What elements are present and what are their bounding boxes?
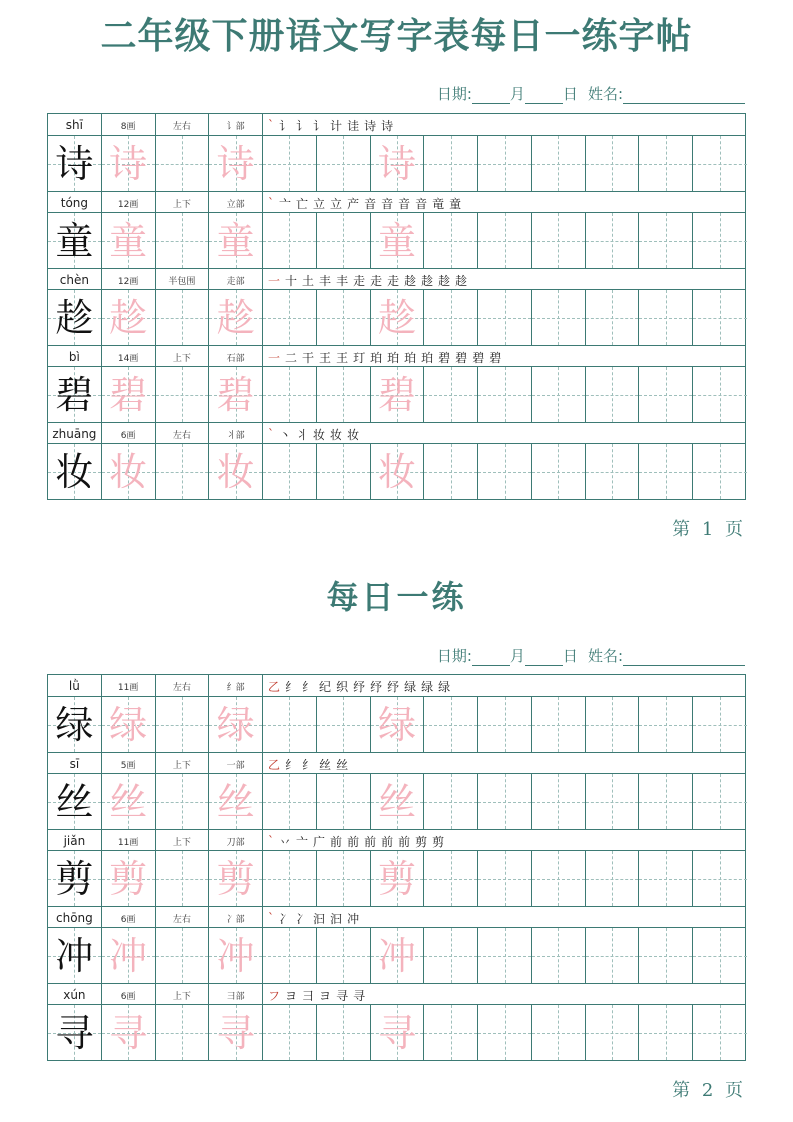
practice-box[interactable] <box>102 928 156 983</box>
practice-box[interactable] <box>263 1005 317 1060</box>
day-blank[interactable] <box>525 87 563 104</box>
trace-character: 寻 <box>216 1010 255 1055</box>
model-character: 绿 <box>55 702 94 747</box>
radical-label: 彐部 <box>209 984 263 1006</box>
practice-box[interactable] <box>371 213 425 268</box>
practice-box[interactable] <box>478 213 532 268</box>
radical-label: 石部 <box>209 346 263 368</box>
model-char-box <box>48 367 102 422</box>
month-blank[interactable] <box>472 649 510 666</box>
radical-label: 冫部 <box>209 907 263 929</box>
structure-label: 左右 <box>156 907 210 929</box>
trace-character: 绿 <box>216 702 255 747</box>
model-character: 碧 <box>55 372 94 417</box>
radical-label: 丬部 <box>209 423 263 445</box>
stroke-order-sequence: 一 十 土 丰 丰 走 走 走 趁 趁 趁 趁 <box>268 273 473 288</box>
model-char-box <box>48 213 102 268</box>
practice-box[interactable] <box>156 1005 210 1060</box>
practice-box[interactable] <box>424 851 478 906</box>
practice-box[interactable] <box>317 136 371 191</box>
practice-box[interactable] <box>586 367 640 422</box>
practice-box[interactable] <box>263 774 317 829</box>
pinyin-label: shī <box>48 114 102 136</box>
stroke-order-sequence: 乙 纟 纟 纪 织 纾 纾 纾 绿 绿 绿 <box>268 679 456 694</box>
char-info-bar <box>48 114 745 136</box>
practice-box[interactable] <box>532 928 586 983</box>
structure-label: 上下 <box>156 984 210 1006</box>
stroke-order-sequence: ` 丷 亠 广 前 前 前 前 前 剪 剪 <box>268 834 450 849</box>
practice-box[interactable] <box>532 444 586 499</box>
day-label: 日 <box>562 647 578 665</box>
model-char-box <box>48 928 102 983</box>
char-info-bar <box>48 191 745 213</box>
pinyin-label: chèn <box>48 269 102 291</box>
practice-box[interactable] <box>532 367 586 422</box>
trace-character: 诗 <box>216 141 255 186</box>
practice-box[interactable] <box>532 851 586 906</box>
practice-box[interactable] <box>263 136 317 191</box>
pinyin-label: tóng <box>48 192 102 214</box>
practice-box[interactable] <box>586 697 640 752</box>
practice-box[interactable] <box>156 136 210 191</box>
practice-box[interactable] <box>209 1005 263 1060</box>
trace-character: 丝 <box>377 779 416 824</box>
practice-box[interactable] <box>102 444 156 499</box>
practice-box[interactable] <box>209 444 263 499</box>
model-character: 趁 <box>55 295 94 340</box>
char-info-bar <box>48 422 745 444</box>
trace-character: 冲 <box>216 933 255 978</box>
name-blank[interactable] <box>623 649 745 666</box>
structure-label: 上下 <box>156 830 210 852</box>
stroke-order-sequence: ` 亠 亡 立 立 产 音 音 音 音 竜 童 <box>268 196 467 211</box>
stroke-order-sequence: ` 冫 冫 汩 汩 冲 <box>268 911 365 926</box>
trace-character: 冲 <box>109 933 148 978</box>
practice-box[interactable] <box>424 290 478 345</box>
practice-box[interactable] <box>586 851 640 906</box>
practice-box[interactable] <box>693 290 747 345</box>
practice-box[interactable] <box>263 444 317 499</box>
char-info-bar <box>48 829 745 851</box>
char-row <box>48 675 745 752</box>
pinyin-label: lǜ <box>48 675 102 697</box>
practice-box[interactable] <box>263 697 317 752</box>
radical-label: 立部 <box>209 192 263 214</box>
radical-label: 讠部 <box>209 114 263 136</box>
practice-box[interactable] <box>424 367 478 422</box>
day-label: 日 <box>562 85 578 103</box>
stroke-count: 14画 <box>102 346 156 368</box>
practice-box[interactable] <box>317 213 371 268</box>
structure-label: 上下 <box>156 346 210 368</box>
practice-box[interactable] <box>317 367 371 422</box>
practice-box[interactable] <box>424 444 478 499</box>
char-row <box>48 752 745 829</box>
practice-box[interactable] <box>478 444 532 499</box>
practice-box[interactable] <box>532 290 586 345</box>
practice-box[interactable] <box>639 136 693 191</box>
name-label: 姓名: <box>587 647 623 665</box>
practice-box[interactable] <box>209 213 263 268</box>
model-char-box <box>48 444 102 499</box>
practice-box[interactable] <box>371 697 425 752</box>
section-title: 每日一练 <box>326 578 467 616</box>
practice-box[interactable] <box>586 774 640 829</box>
practice-box[interactable] <box>639 1005 693 1060</box>
model-char-box <box>48 774 102 829</box>
char-row <box>48 268 745 345</box>
practice-box[interactable] <box>102 290 156 345</box>
radical-label: 纟部 <box>209 675 263 697</box>
trace-character: 趁 <box>216 295 255 340</box>
radical-label: 走部 <box>209 269 263 291</box>
pinyin-label: xún <box>48 984 102 1006</box>
trace-character: 剪 <box>216 856 255 901</box>
trace-character: 童 <box>377 218 416 263</box>
model-character: 妆 <box>55 449 94 494</box>
practice-box[interactable] <box>639 290 693 345</box>
practice-box[interactable] <box>209 697 263 752</box>
pinyin-label: zhuāng <box>48 423 102 445</box>
practice-box[interactable] <box>371 928 425 983</box>
pinyin-label: chōng <box>48 907 102 929</box>
char-row <box>48 191 745 268</box>
trace-character: 冲 <box>377 933 416 978</box>
practice-box[interactable] <box>586 1005 640 1060</box>
practice-box[interactable] <box>263 851 317 906</box>
model-character: 丝 <box>55 779 94 824</box>
trace-character: 寻 <box>109 1010 148 1055</box>
char-info-bar <box>48 268 745 290</box>
date-label: 日期: <box>436 85 472 103</box>
trace-character: 诗 <box>109 141 148 186</box>
practice-box[interactable] <box>424 1005 478 1060</box>
char-row <box>48 829 745 906</box>
practice-box[interactable] <box>317 774 371 829</box>
char-info-bar <box>48 906 745 928</box>
stroke-count: 6画 <box>102 984 156 1006</box>
model-char-box <box>48 290 102 345</box>
stroke-order-sequence: 一 二 干 王 王 玎 珀 珀 珀 珀 碧 碧 碧 碧 <box>268 350 507 365</box>
practice-box[interactable] <box>693 928 747 983</box>
practice-box[interactable] <box>586 136 640 191</box>
char-row <box>48 422 745 499</box>
practice-box[interactable] <box>263 928 317 983</box>
practice-box[interactable] <box>532 1005 586 1060</box>
practice-box[interactable] <box>263 290 317 345</box>
model-character: 剪 <box>55 856 94 901</box>
model-character: 诗 <box>55 141 94 186</box>
practice-box[interactable] <box>586 444 640 499</box>
pinyin-label: bì <box>48 346 102 368</box>
practice-box[interactable] <box>102 851 156 906</box>
practice-box[interactable] <box>424 136 478 191</box>
practice-box[interactable] <box>371 851 425 906</box>
month-label: 月 <box>509 647 525 665</box>
practice-box[interactable] <box>102 1005 156 1060</box>
radical-label: 一部 <box>209 753 263 775</box>
practice-box[interactable] <box>693 774 747 829</box>
char-row <box>48 114 745 191</box>
practice-box[interactable] <box>478 774 532 829</box>
practice-box[interactable] <box>639 697 693 752</box>
practice-box[interactable] <box>478 1005 532 1060</box>
practice-box[interactable] <box>317 444 371 499</box>
structure-label: 上下 <box>156 753 210 775</box>
practice-box[interactable] <box>639 774 693 829</box>
practice-box[interactable] <box>639 213 693 268</box>
practice-box[interactable] <box>156 774 210 829</box>
practice-box[interactable] <box>263 213 317 268</box>
trace-character: 妆 <box>377 449 416 494</box>
date-name-line <box>437 84 745 104</box>
date-name-line <box>437 646 745 666</box>
practice-box[interactable] <box>209 928 263 983</box>
practice-box[interactable] <box>317 851 371 906</box>
practice-box[interactable] <box>209 367 263 422</box>
practice-box[interactable] <box>693 213 747 268</box>
practice-box[interactable] <box>639 367 693 422</box>
practice-box[interactable] <box>317 1005 371 1060</box>
practice-box[interactable] <box>478 290 532 345</box>
stroke-count: 11画 <box>102 830 156 852</box>
practice-box[interactable] <box>532 136 586 191</box>
practice-box[interactable] <box>478 928 532 983</box>
structure-label: 半包围 <box>156 269 210 291</box>
practice-box[interactable] <box>693 697 747 752</box>
practice-box[interactable] <box>424 697 478 752</box>
stroke-count: 6画 <box>102 423 156 445</box>
char-row <box>48 983 745 1060</box>
stroke-count: 8画 <box>102 114 156 136</box>
practice-box[interactable] <box>156 367 210 422</box>
practice-box[interactable] <box>478 136 532 191</box>
practice-box[interactable] <box>156 444 210 499</box>
trace-character: 剪 <box>109 856 148 901</box>
model-char-box <box>48 851 102 906</box>
model-char-box <box>48 1005 102 1060</box>
practice-box[interactable] <box>209 136 263 191</box>
trace-character: 诗 <box>377 141 416 186</box>
stroke-order-sequence: ` 丶 丬 妆 妆 妆 <box>268 427 365 442</box>
stroke-count: 5画 <box>102 753 156 775</box>
practice-box[interactable] <box>317 697 371 752</box>
practice-box[interactable] <box>156 213 210 268</box>
practice-box[interactable] <box>317 290 371 345</box>
trace-character: 童 <box>109 218 148 263</box>
practice-box[interactable] <box>693 136 747 191</box>
char-info-bar <box>48 983 745 1005</box>
stroke-order-sequence: 乙 纟 纟 丝 丝 <box>268 757 354 772</box>
practice-grid <box>47 113 746 500</box>
trace-character: 丝 <box>109 779 148 824</box>
month-label: 月 <box>509 85 525 103</box>
trace-character: 绿 <box>109 702 148 747</box>
char-row <box>48 345 745 422</box>
practice-box[interactable] <box>639 851 693 906</box>
page-number: 第 2 页 <box>672 1080 743 1101</box>
char-info-bar <box>48 345 745 367</box>
trace-character: 绿 <box>377 702 416 747</box>
stroke-count: 11画 <box>102 675 156 697</box>
practice-box[interactable] <box>693 367 747 422</box>
structure-label: 左右 <box>156 675 210 697</box>
practice-box[interactable] <box>156 697 210 752</box>
trace-character: 碧 <box>216 372 255 417</box>
page-title: 二年级下册语文写字表每日一练字帖 <box>100 15 693 57</box>
pinyin-label: jiǎn <box>48 830 102 852</box>
practice-grid <box>47 674 746 1061</box>
practice-box[interactable] <box>371 444 425 499</box>
practice-box[interactable] <box>102 697 156 752</box>
practice-box[interactable] <box>209 774 263 829</box>
page-number: 第 1 页 <box>672 519 743 540</box>
practice-box[interactable] <box>102 213 156 268</box>
trace-character: 童 <box>216 218 255 263</box>
trace-character: 寻 <box>377 1010 416 1055</box>
pinyin-label: sī <box>48 753 102 775</box>
practice-box[interactable] <box>209 851 263 906</box>
practice-box[interactable] <box>102 136 156 191</box>
practice-box[interactable] <box>424 213 478 268</box>
practice-box[interactable] <box>424 928 478 983</box>
practice-box[interactable] <box>639 928 693 983</box>
practice-box[interactable] <box>263 367 317 422</box>
practice-box[interactable] <box>317 928 371 983</box>
model-character: 冲 <box>55 933 94 978</box>
trace-character: 碧 <box>377 372 416 417</box>
practice-box[interactable] <box>371 290 425 345</box>
practice-box[interactable] <box>693 1005 747 1060</box>
practice-box[interactable] <box>478 697 532 752</box>
stroke-order-sequence: ` 讠 讠 讠 计 诖 诗 诗 <box>268 118 399 133</box>
trace-character: 妆 <box>109 449 148 494</box>
model-char-box <box>48 697 102 752</box>
practice-box[interactable] <box>156 290 210 345</box>
practice-box[interactable] <box>586 928 640 983</box>
practice-box[interactable] <box>693 851 747 906</box>
structure-label: 上下 <box>156 192 210 214</box>
stroke-count: 12画 <box>102 269 156 291</box>
char-row <box>48 906 745 983</box>
practice-box[interactable] <box>102 367 156 422</box>
practice-box[interactable] <box>371 1005 425 1060</box>
trace-character: 剪 <box>377 856 416 901</box>
name-blank[interactable] <box>623 87 745 104</box>
practice-box[interactable] <box>371 136 425 191</box>
structure-label: 左右 <box>156 423 210 445</box>
trace-character: 趁 <box>377 295 416 340</box>
practice-box[interactable] <box>532 697 586 752</box>
month-blank[interactable] <box>472 87 510 104</box>
char-info-bar <box>48 752 745 774</box>
date-label: 日期: <box>436 647 472 665</box>
practice-box[interactable] <box>586 290 640 345</box>
trace-character: 碧 <box>109 372 148 417</box>
practice-box[interactable] <box>586 213 640 268</box>
practice-box[interactable] <box>371 774 425 829</box>
day-blank[interactable] <box>525 649 563 666</box>
model-character: 寻 <box>55 1010 94 1055</box>
practice-box[interactable] <box>371 367 425 422</box>
practice-box[interactable] <box>478 367 532 422</box>
structure-label: 左右 <box>156 114 210 136</box>
practice-box[interactable] <box>156 928 210 983</box>
stroke-count: 6画 <box>102 907 156 929</box>
practice-box[interactable] <box>102 774 156 829</box>
name-label: 姓名: <box>587 85 623 103</box>
char-info-bar <box>48 675 745 697</box>
practice-box[interactable] <box>209 290 263 345</box>
practice-box[interactable] <box>478 851 532 906</box>
model-character: 童 <box>55 218 94 263</box>
practice-box[interactable] <box>693 444 747 499</box>
trace-character: 趁 <box>109 295 148 340</box>
practice-box[interactable] <box>532 213 586 268</box>
stroke-order-sequence: フ ヨ 彐 ヨ 寻 寻 <box>268 988 371 1003</box>
stroke-count: 12画 <box>102 192 156 214</box>
radical-label: 刀部 <box>209 830 263 852</box>
trace-character: 妆 <box>216 449 255 494</box>
model-char-box <box>48 136 102 191</box>
practice-box[interactable] <box>424 774 478 829</box>
practice-box[interactable] <box>639 444 693 499</box>
practice-box[interactable] <box>532 774 586 829</box>
trace-character: 丝 <box>216 779 255 824</box>
practice-box[interactable] <box>156 851 210 906</box>
